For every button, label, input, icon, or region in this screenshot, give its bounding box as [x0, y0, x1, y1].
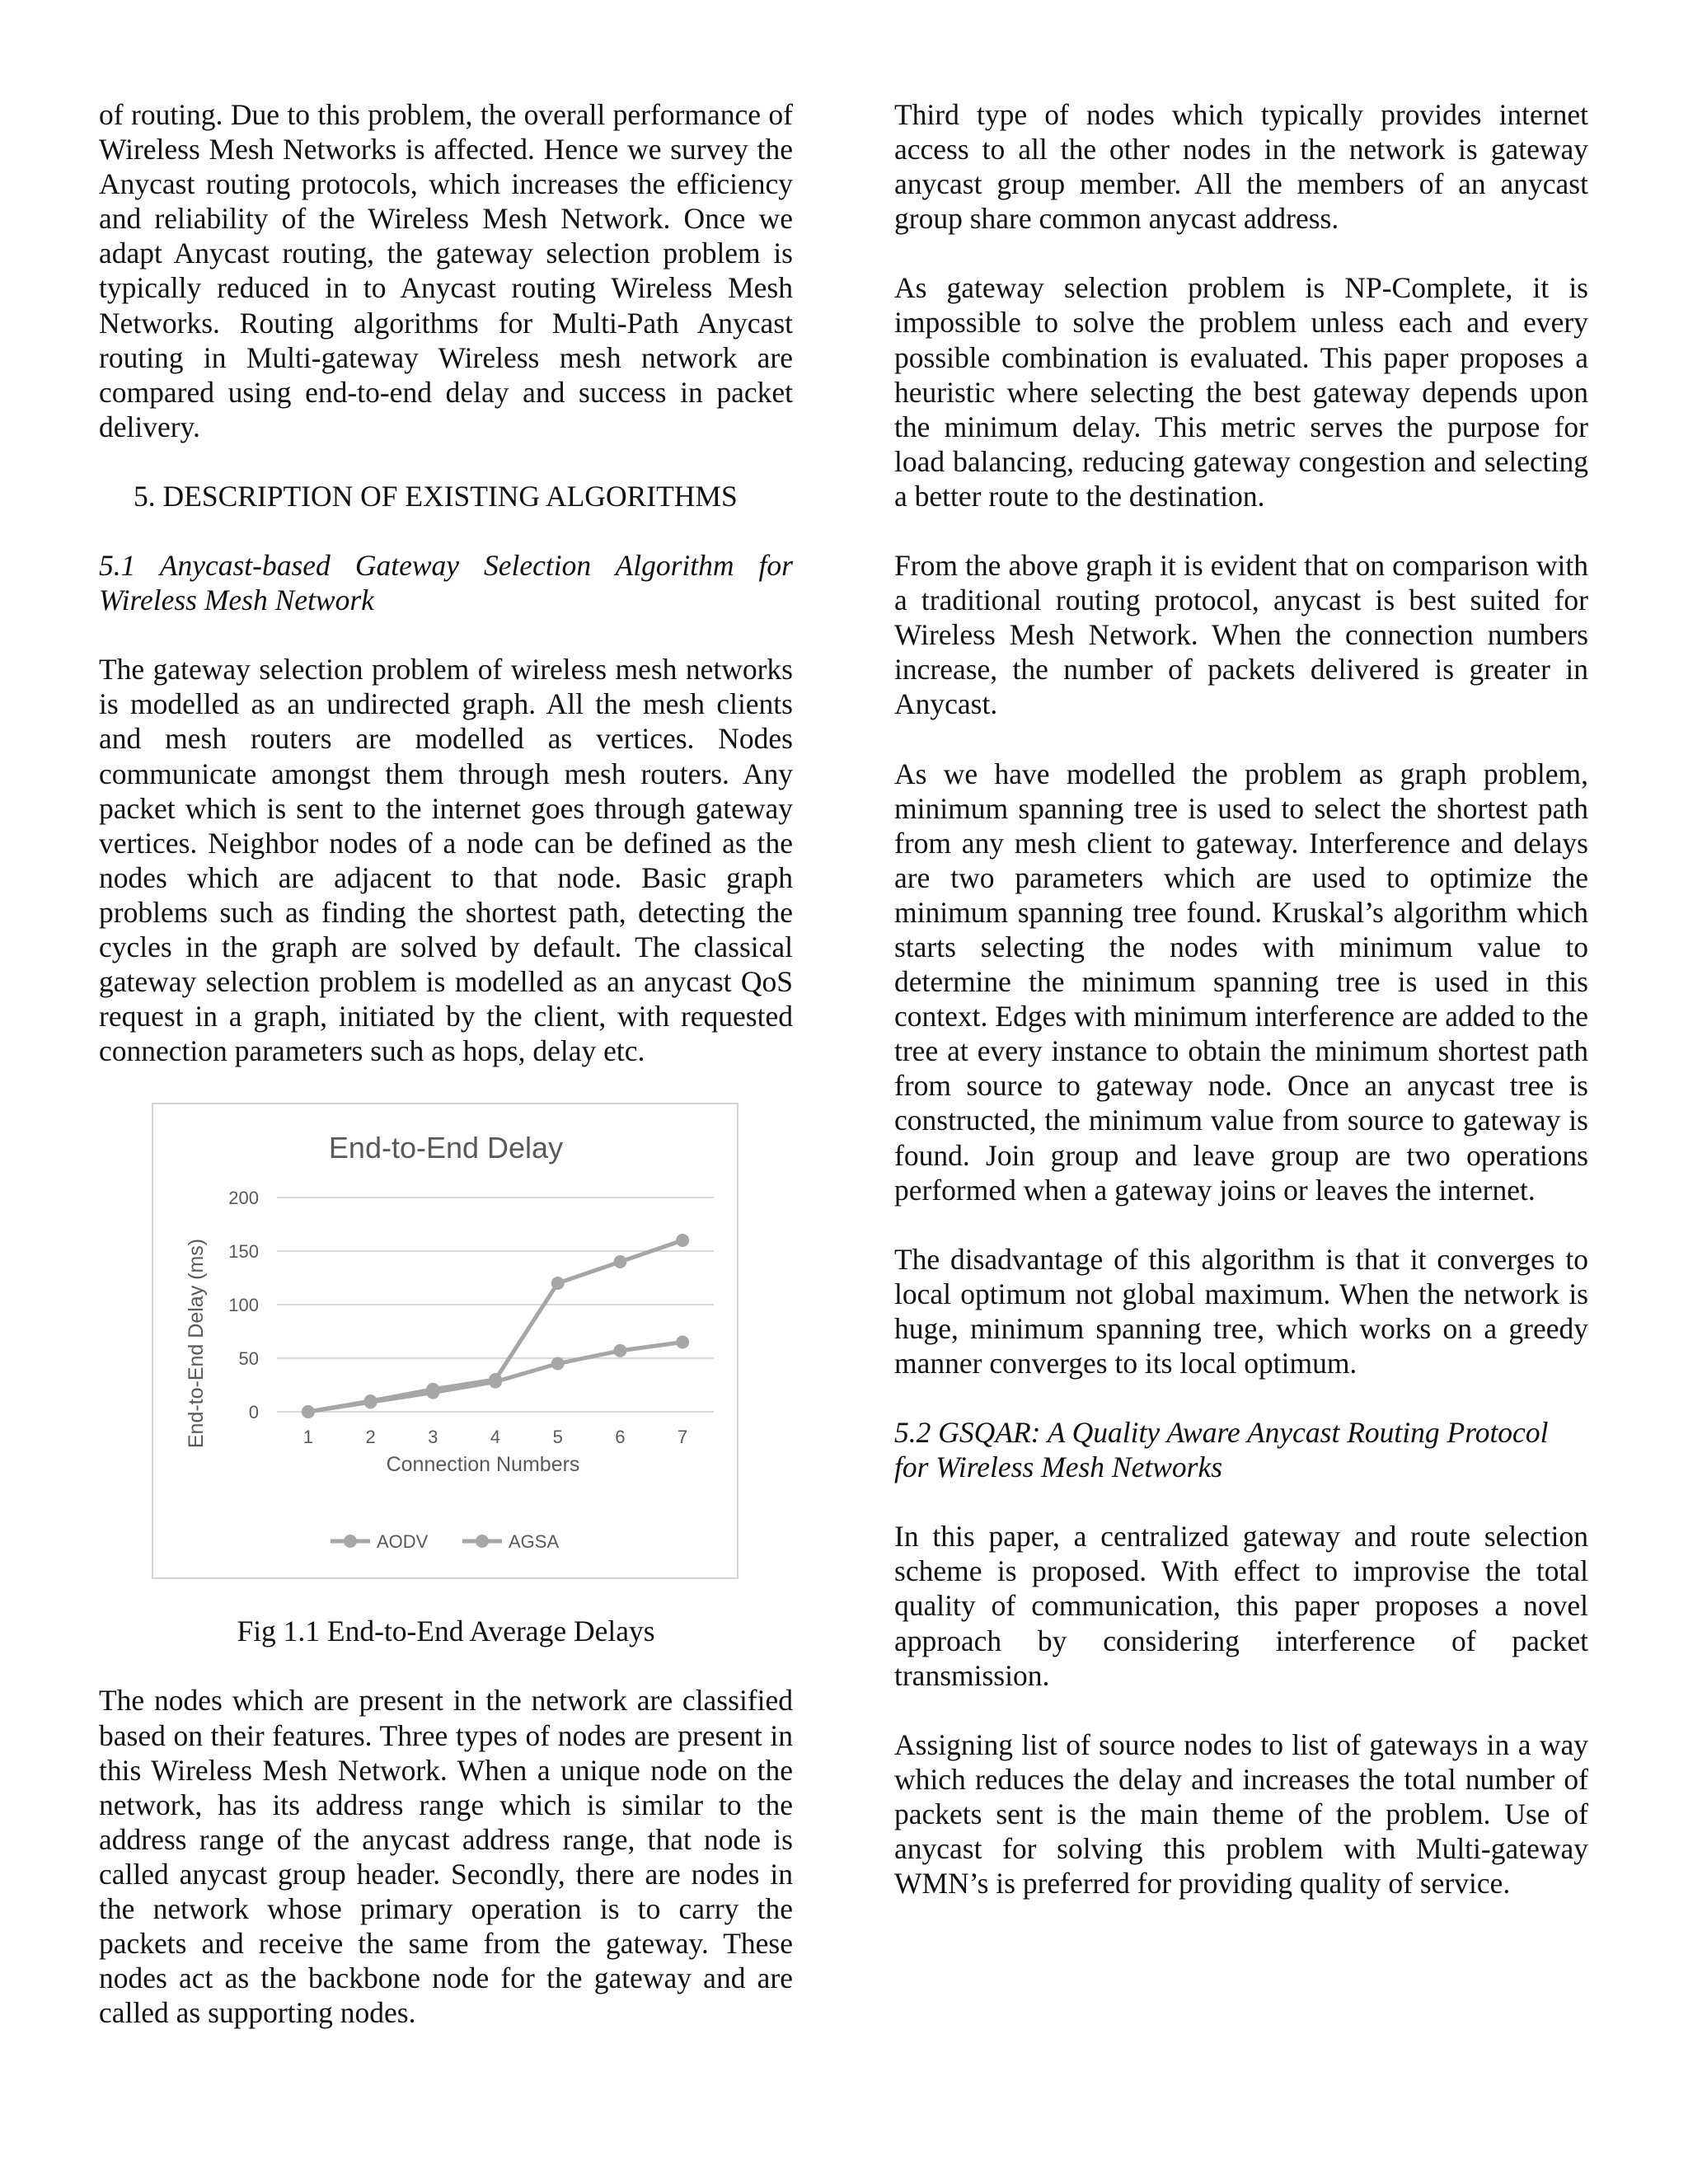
- data-point: [676, 1234, 689, 1247]
- y-tick-label: 200: [228, 1188, 259, 1209]
- subsection-heading: 5.1 Anycast-based Gateway Selection Algorithm for Wireless Mesh Network: [99, 549, 793, 617]
- x-tick-label: 2: [365, 1427, 376, 1448]
- y-tick-label: 150: [228, 1241, 259, 1263]
- data-point: [364, 1396, 377, 1409]
- data-point: [551, 1277, 565, 1290]
- paragraph: Third type of nodes which typically provides internet access to all the other nodes in the network is gateway anycast group member. All the members of an anycast group share common anycast address.: [894, 98, 1588, 236]
- paragraph: As we have modelled the problem as graph problem, minimum spanning tree is used to select the shortest path from any mesh client to gateway. Interference and delays are two parameters which are used to optimize the minimum spanning tree found. Kruskal’s algorithm which starts selecting the nodes with minimum value to determine the minimum spanning tree is used in this context. Edges with minimum interference are added to the tree at every instance to obtain the minimum shortest path from source to gateway node. Once an anycast tree is constructed, the minimum value from source to gateway is found. Join group and leave group are two operations performed when a gateway joins or leaves the internet.: [894, 757, 1588, 1207]
- legend-label: AODV: [377, 1531, 429, 1553]
- data-point: [489, 1376, 502, 1389]
- line-chart: [153, 1104, 740, 1581]
- data-point: [613, 1255, 626, 1268]
- data-point: [426, 1386, 439, 1399]
- legend-label: AGSA: [509, 1531, 560, 1553]
- paragraph: In this paper, a centralized gateway and route selection scheme is proposed. With effect to improvise the total quality of communication, this paper proposes a novel approach by considering interference of packet transmission.: [894, 1520, 1588, 1692]
- paragraph: The gateway selection problem of wireless mesh networks is modelled as an undirected graph. All the mesh clients and mesh routers are modelled as vertices. Nodes communicate amongst them through mesh routers. Any packet which is sent to the internet goes through gateway vertices. Neighbor nodes of a node can be defined as the nodes which are adjacent to that node. Basic graph problems such as finding the shortest path, detecting the cycles in the graph are solved by default. The classical gateway selection problem is modelled as an anycast QoS request in a graph, initiated by the client, with requested connection parameters such as hops, delay etc.: [99, 653, 793, 1068]
- x-tick-label: 1: [302, 1427, 313, 1448]
- paragraph: The disadvantage of this algorithm is that it converges to local optimum not global maximum. When the network is huge, minimum spanning tree, which works on a greedy manner converges to its local optimum.: [894, 1242, 1588, 1380]
- legend-marker: [476, 1535, 489, 1548]
- paragraph: of routing. Due to this problem, the overall performance of Wireless Mesh Networks is affected. Hence we survey the Anycast routing protocols, which increases the efficiency and reliability of the Wireless Mesh Network. Once we adapt Anycast routing, the gateway selection problem is typically reduced in to Anycast routing Wireless Mesh Networks. Routing algorithms for Multi-Path Anycast routing in Multi-gateway Wireless mesh network are compared using end-to-end delay and success in packet delivery.: [99, 98, 793, 443]
- x-tick-label: 5: [552, 1427, 563, 1448]
- data-point: [676, 1336, 689, 1349]
- paragraph: From the above graph it is evident that on comparison with a traditional routing protocol, anycast is best suited for Wireless Mesh Network. When the connection numbers increase, the number of packets delivered is greater in Anycast.: [894, 549, 1588, 721]
- paragraph: The nodes which are present in the network are classified based on their features. Three types of nodes are present in this Wireless Mesh Network. When a unique node on the network, has its address range which is similar to the address range of the anycast address range, that node is called anycast group header. Secondly, there are nodes in the network whose primary operation is to carry the packets and receive the same from the gateway. These nodes act as the backbone node for the gateway and are called as supporting nodes.: [99, 1684, 793, 2030]
- y-tick-label: 50: [238, 1348, 259, 1370]
- subsection-heading: 5.2 GSQAR: A Quality Aware Anycast Routing Protocol for Wireless Mesh Networks: [894, 1416, 1549, 1484]
- data-point: [613, 1344, 626, 1357]
- y-axis-label: End-to-End Delay (ms): [185, 1239, 208, 1449]
- x-tick-label: 6: [615, 1427, 626, 1448]
- chart-title: End-to-End Delay: [328, 1131, 564, 1165]
- data-point: [302, 1405, 315, 1418]
- figure-caption: Fig 1.1 End-to-End Average Delays: [237, 1615, 655, 1648]
- chart-figure: [152, 1103, 738, 1579]
- x-tick-label: 7: [678, 1427, 688, 1448]
- legend-marker: [344, 1535, 357, 1548]
- paragraph: Assigning list of source nodes to list of gateways in a way which reduces the delay and increases the total number of packets sent is the main theme of the problem. Use of anycast for solving this problem with Multi-gateway WMN’s is preferred for providing quality of service.: [894, 1727, 1588, 1900]
- x-axis-label: Connection Numbers: [386, 1453, 580, 1477]
- section-heading: 5. DESCRIPTION OF EXISTING ALGORITHMS: [134, 479, 738, 513]
- left-column: [99, 97, 793, 2064]
- data-point: [551, 1357, 565, 1371]
- right-column: [894, 97, 1588, 1935]
- y-tick-label: 100: [228, 1295, 259, 1316]
- y-tick-label: 0: [248, 1402, 259, 1423]
- x-tick-label: 3: [428, 1427, 438, 1448]
- paragraph: As gateway selection problem is NP-Complete, it is impossible to solve the problem unless each and every possible combination is evaluated. This paper proposes a heuristic where selecting the best gateway depends upon the minimum delay. This metric serves the purpose for load balancing, reducing gateway congestion and selecting a better route to the destination.: [894, 271, 1588, 513]
- x-tick-label: 4: [490, 1427, 501, 1448]
